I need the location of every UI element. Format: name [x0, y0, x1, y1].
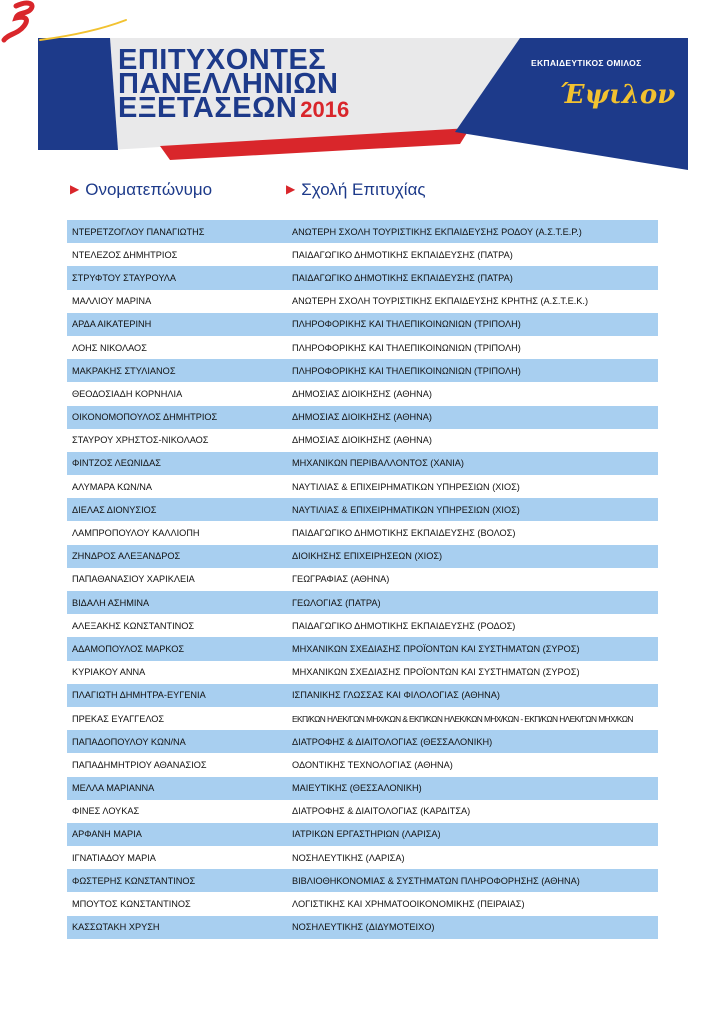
- table-row: [67, 777, 658, 800]
- table-row: [67, 313, 658, 336]
- student-name: ΛΑΜΠΡΟΠΟΥΛΟΥ ΚΑΛΛΙΟΠΗ: [72, 528, 200, 539]
- student-name: ΜΠΟΥΤΟΣ ΚΩΝΣΤΑΝΤΙΝΟΣ: [72, 899, 191, 910]
- school-name: ΓΕΩΓΡΑΦΙΑΣ (ΑΘΗΝΑ): [292, 574, 390, 585]
- table-row: [67, 336, 658, 359]
- student-name: ΠΑΠΑΔΗΜΗΤΡΙΟΥ ΑΘΑΝΑΣΙΟΣ: [72, 759, 207, 770]
- student-name: ΑΔΑΜΟΠΟΥΛΟΣ ΜΑΡΚΟΣ: [72, 643, 185, 654]
- results-table: [67, 220, 658, 939]
- student-name: ΑΡΔΑ ΑΙΚΑΤΕΡΙΝΗ: [72, 319, 152, 330]
- table-row: [67, 846, 658, 869]
- table-row: [67, 591, 658, 614]
- triangle-right-icon: ▶: [286, 182, 296, 196]
- table-row: [67, 452, 658, 475]
- table-row: [67, 661, 658, 684]
- school-name: ΜΗΧΑΝΙΚΩΝ ΠΕΡΙΒΑΛΛΟΝΤΟΣ (ΧΑΝΙΑ): [292, 458, 464, 469]
- school-name: ΜΗΧΑΝΙΚΩΝ ΣΧΕΔΙΑΣΗΣ ΠΡΟΪΟΝΤΩΝ ΚΑΙ ΣΥΣΤΗΜΑΤΩΝ (ΣΥΡΟΣ): [292, 643, 580, 654]
- table-row: [67, 753, 658, 776]
- school-name: ΔΗΜΟΣΙΑΣ ΔΙΟΙΚΗΣΗΣ (ΑΘΗΝΑ): [292, 388, 432, 399]
- table-row: [67, 382, 658, 405]
- student-name: ΦΙΝΕΣ ΛΟΥΚΑΣ: [72, 806, 140, 817]
- student-name: ΜΕΛΛΑ ΜΑΡΙΑΝΝΑ: [72, 783, 155, 794]
- table-row: [67, 823, 658, 846]
- school-name: ΔΗΜΟΣΙΑΣ ΔΙΟΙΚΗΣΗΣ (ΑΘΗΝΑ): [292, 412, 432, 423]
- table-row: [67, 220, 658, 243]
- school-name: ΑΝΩΤΕΡΗ ΣΧΟΛΗ ΤΟΥΡΙΣΤΙΚΗΣ ΕΚΠΑΙΔΕΥΣΗΣ ΚΡΗΤΗΣ (Α.Σ.Τ.Ε.Κ.): [292, 296, 589, 307]
- student-name: ΜΑΚΡΑΚΗΣ ΣΤΥΛΙΑΝΟΣ: [72, 365, 176, 376]
- table-row: [67, 498, 658, 521]
- table-row: [67, 243, 658, 266]
- student-name: ΠΑΠΑΔΟΠΟΥΛΟΥ ΚΩΝ/ΝΑ: [72, 736, 186, 747]
- school-name: ΔΙΑΤΡΟΦΗΣ & ΔΙΑΙΤΟΛΟΓΙΑΣ (ΘΕΣΣΑΛΟΝΙΚΗ): [292, 736, 493, 747]
- school-name: ΟΔΟΝΤΙΚΗΣ ΤΕΧΝΟΛΟΓΙΑΣ (ΑΘΗΝΑ): [292, 759, 453, 770]
- page-title: [118, 44, 350, 124]
- school-name: ΛΟΓΙΣΤΙΚΗΣ ΚΑΙ ΧΡΗΜΑΤΟΟΙΚΟΝΟΜΙΚΗΣ (ΠΕΙΡΑΙΑΣ): [292, 899, 525, 910]
- student-name: ΣΤΑΥΡΟΥ ΧΡΗΣΤΟΣ-ΝΙΚΟΛΑΟΣ: [72, 435, 209, 446]
- column-header-school: [286, 180, 426, 200]
- title-line-3-text: ΕΞΕΤΑΣΕΩΝ: [118, 92, 298, 124]
- school-name: ΠΑΙΔΑΓΩΓΙΚΟ ΔΗΜΟΤΙΚΗΣ ΕΚΠΑΙΔΕΥΣΗΣ (ΠΑΤΡΑ): [292, 272, 513, 283]
- table-row: [67, 614, 658, 637]
- table-row: [67, 359, 658, 382]
- table-row: [67, 730, 658, 753]
- triangle-right-icon: ▶: [70, 182, 80, 196]
- school-name: ΙΑΤΡΙΚΩΝ ΕΡΓΑΣΤΗΡΙΩΝ (ΛΑΡΙΣΑ): [292, 829, 441, 840]
- school-name: ΝΑΥΤΙΛΙΑΣ & ΕΠΙΧΕΙΡΗΜΑΤΙΚΩΝ ΥΠΗΡΕΣΙΩΝ (ΧΙΟΣ): [292, 481, 520, 492]
- brand-logo-text: Έψιλον: [560, 80, 676, 110]
- student-name: ΠΛΑΓΙΩΤΗ ΔΗΜΗΤΡΑ-ΕΥΓΕΝΙΑ: [72, 690, 206, 701]
- school-name: ΝΟΣΗΛΕΥΤΙΚΗΣ (ΛΑΡΙΣΑ): [292, 852, 405, 863]
- school-name: ΔΙΑΤΡΟΦΗΣ & ΔΙΑΙΤΟΛΟΓΙΑΣ (ΚΑΡΔΙΤΣΑ): [292, 806, 471, 817]
- table-row: [67, 521, 658, 544]
- school-name: ΑΝΩΤΕΡΗ ΣΧΟΛΗ ΤΟΥΡΙΣΤΙΚΗΣ ΕΚΠΑΙΔΕΥΣΗΣ ΡΟΔΟΥ (Α.Σ.Τ.Ε.Ρ.): [292, 226, 582, 237]
- title-year: 2016: [300, 97, 350, 122]
- school-name: ΒΙΒΛΙΟΘΗΚΟΝΟΜΙΑΣ & ΣΥΣΤΗΜΑΤΩΝ ΠΛΗΡΟΦΟΡΗΣΗΣ (ΑΘΗΝΑ): [292, 875, 580, 886]
- student-name: ΖΗΝΔΡΟΣ ΑΛΕΞΑΝΔΡΟΣ: [72, 551, 181, 562]
- school-name: ΠΛΗΡΟΦΟΡΙΚΗΣ ΚΑΙ ΤΗΛΕΠΙΚΟΙΝΩΝΙΩΝ (ΤΡΙΠΟΛΗ): [292, 319, 521, 330]
- table-row: [67, 684, 658, 707]
- student-name: ΝΤΕΛΕΖΟΣ ΔΗΜΗΤΡΙΟΣ: [72, 249, 178, 260]
- student-name: ΔΙΕΛΑΣ ΔΙΟΝΥΣΙΟΣ: [72, 504, 157, 515]
- table-row: [67, 568, 658, 591]
- table-row: [67, 406, 658, 429]
- school-name: ΓΕΩΛΟΓΙΑΣ (ΠΑΤΡΑ): [292, 597, 381, 608]
- school-name: ΠΑΙΔΑΓΩΓΙΚΟ ΔΗΜΟΤΙΚΗΣ ΕΚΠΑΙΔΕΥΣΗΣ (ΒΟΛΟΣ): [292, 528, 516, 539]
- column-header-name: [70, 180, 212, 200]
- student-name: ΣΤΡΥΦΤΟΥ ΣΤΑΥΡΟΥΛΑ: [72, 272, 177, 283]
- header-banner: [0, 0, 724, 180]
- school-name: ΠΛΗΡΟΦΟΡΙΚΗΣ ΚΑΙ ΤΗΛΕΠΙΚΟΙΝΩΝΙΩΝ (ΤΡΙΠΟΛΗ): [292, 342, 521, 353]
- school-name: ΔΗΜΟΣΙΑΣ ΔΙΟΙΚΗΣΗΣ (ΑΘΗΝΑ): [292, 435, 432, 446]
- school-name: ΠΑΙΔΑΓΩΓΙΚΟ ΔΗΜΟΤΙΚΗΣ ΕΚΠΑΙΔΕΥΣΗΣ (ΠΑΤΡΑ): [292, 249, 513, 260]
- student-name: ΑΛΥΜΑΡΑ ΚΩΝ/ΝΑ: [72, 481, 153, 492]
- title-line-2: ΠΑΝΕΛΛΗΝΙΩΝ: [118, 68, 339, 100]
- column-header-name-label: Ονοματεπώνυμο: [85, 180, 213, 199]
- student-name: ΛΟΗΣ ΝΙΚΟΛΑΟΣ: [72, 342, 147, 353]
- title-line-3: [118, 92, 350, 124]
- student-name: ΑΛΕΞΑΚΗΣ ΚΩΝΣΤΑΝΤΙΝΟΣ: [72, 620, 195, 631]
- student-name: ΝΤΕΡΕΤΖΟΓΛΟΥ ΠΑΝΑΓΙΩΤΗΣ: [72, 226, 205, 237]
- student-name: ΦΙΝΤΖΟΣ ΛΕΩΝΙΔΑΣ: [72, 458, 161, 469]
- school-name: ΕΚΠ/ΚΩΝ ΗΛΕΚ/ΓΩΝ ΜΗΧ/ΚΩΝ & ΕΚΠ/ΚΩΝ ΗΛΕΚ/ΚΩΝ ΜΗΧ/ΚΩΝ - ΕΚΠ/ΚΩΝ ΗΛΕΚ/ΓΩΝ ΜΗΧ/ΚΩΝ: [292, 713, 633, 724]
- student-name: ΑΡΦΑΝΗ ΜΑΡΙΑ: [72, 829, 142, 840]
- table-row: [67, 290, 658, 313]
- school-name: ΜΑΙΕΥΤΙΚΗΣ (ΘΕΣΣΑΛΟΝΙΚΗ): [292, 783, 422, 794]
- table-row: [67, 892, 658, 915]
- school-name: ΝΟΣΗΛΕΥΤΙΚΗΣ (ΔΙΔΥΜΟΤΕΙΧΟ): [292, 922, 435, 933]
- school-name: ΠΛΗΡΟΦΟΡΙΚΗΣ ΚΑΙ ΤΗΛΕΠΙΚΟΙΝΩΝΙΩΝ (ΤΡΙΠΟΛΗ): [292, 365, 521, 376]
- table-row: [67, 916, 658, 939]
- school-name: ΝΑΥΤΙΛΙΑΣ & ΕΠΙΧΕΙΡΗΜΑΤΙΚΩΝ ΥΠΗΡΕΣΙΩΝ (ΧΙΟΣ): [292, 504, 520, 515]
- banner-left-navy: [38, 38, 118, 150]
- student-name: ΚΑΣΣΩΤΑΚΗ ΧΡΥΣΗ: [72, 922, 160, 933]
- school-name: ΠΑΙΔΑΓΩΓΙΚΟ ΔΗΜΟΤΙΚΗΣ ΕΚΠΑΙΔΕΥΣΗΣ (ΡΟΔΟΣ): [292, 620, 516, 631]
- student-name: ΒΙΔΑΛΗ ΑΣΗΜΙΝΑ: [72, 597, 150, 608]
- epsilon-logo-icon: [0, 0, 130, 50]
- student-name: ΦΩΣΤΕΡΗΣ ΚΩΝΣΤΑΝΤΙΝΟΣ: [72, 875, 196, 886]
- table-row: [67, 475, 658, 498]
- student-name: ΜΑΛΛΙΟΥ ΜΑΡΙΝΑ: [72, 296, 152, 307]
- title-line-1: ΕΠΙΤΥΧΟΝΤΕΣ: [118, 44, 327, 76]
- student-name: ΠΡΕΚΑΣ ΕΥΑΓΓΕΛΟΣ: [72, 713, 165, 724]
- student-name: ΙΓΝΑΤΙΑΔΟΥ ΜΑΡΙΑ: [72, 852, 156, 863]
- column-header-school-label: Σχολή Επιτυχίας: [301, 180, 426, 199]
- table-row: [67, 637, 658, 660]
- table-row: [67, 429, 658, 452]
- table-row: [67, 545, 658, 568]
- table-row: [67, 800, 658, 823]
- student-name: ΘΕΟΔΟΣΙΑΔΗ ΚΟΡΝΗΛΙΑ: [72, 388, 183, 399]
- school-name: ΙΣΠΑΝΙΚΗΣ ΓΛΩΣΣΑΣ ΚΑΙ ΦΙΛΟΛΟΓΙΑΣ (ΑΘΗΝΑ): [292, 690, 500, 701]
- brand-label: ΕΚΠΑΙΔΕΥΤΙΚΟΣ ΟΜΙΛΟΣ: [531, 58, 642, 68]
- table-row: [67, 869, 658, 892]
- school-name: ΔΙΟΙΚΗΣΗΣ ΕΠΙΧΕΙΡΗΣΕΩΝ (ΧΙΟΣ): [292, 551, 443, 562]
- table-row: [67, 707, 658, 730]
- student-name: ΚΥΡΙΑΚΟΥ ΑΝΝΑ: [72, 667, 146, 678]
- school-name: ΜΗΧΑΝΙΚΩΝ ΣΧΕΔΙΑΣΗΣ ΠΡΟΪΟΝΤΩΝ ΚΑΙ ΣΥΣΤΗΜΑΤΩΝ (ΣΥΡΟΣ): [292, 667, 580, 678]
- student-name: ΠΑΠΑΘΑΝΑΣΙΟΥ ΧΑΡΙΚΛΕΙΑ: [72, 574, 195, 585]
- table-row: [67, 266, 658, 289]
- student-name: ΟΙΚΟΝΟΜΟΠΟΥΛΟΣ ΔΗΜΗΤΡΙΟΣ: [72, 412, 218, 423]
